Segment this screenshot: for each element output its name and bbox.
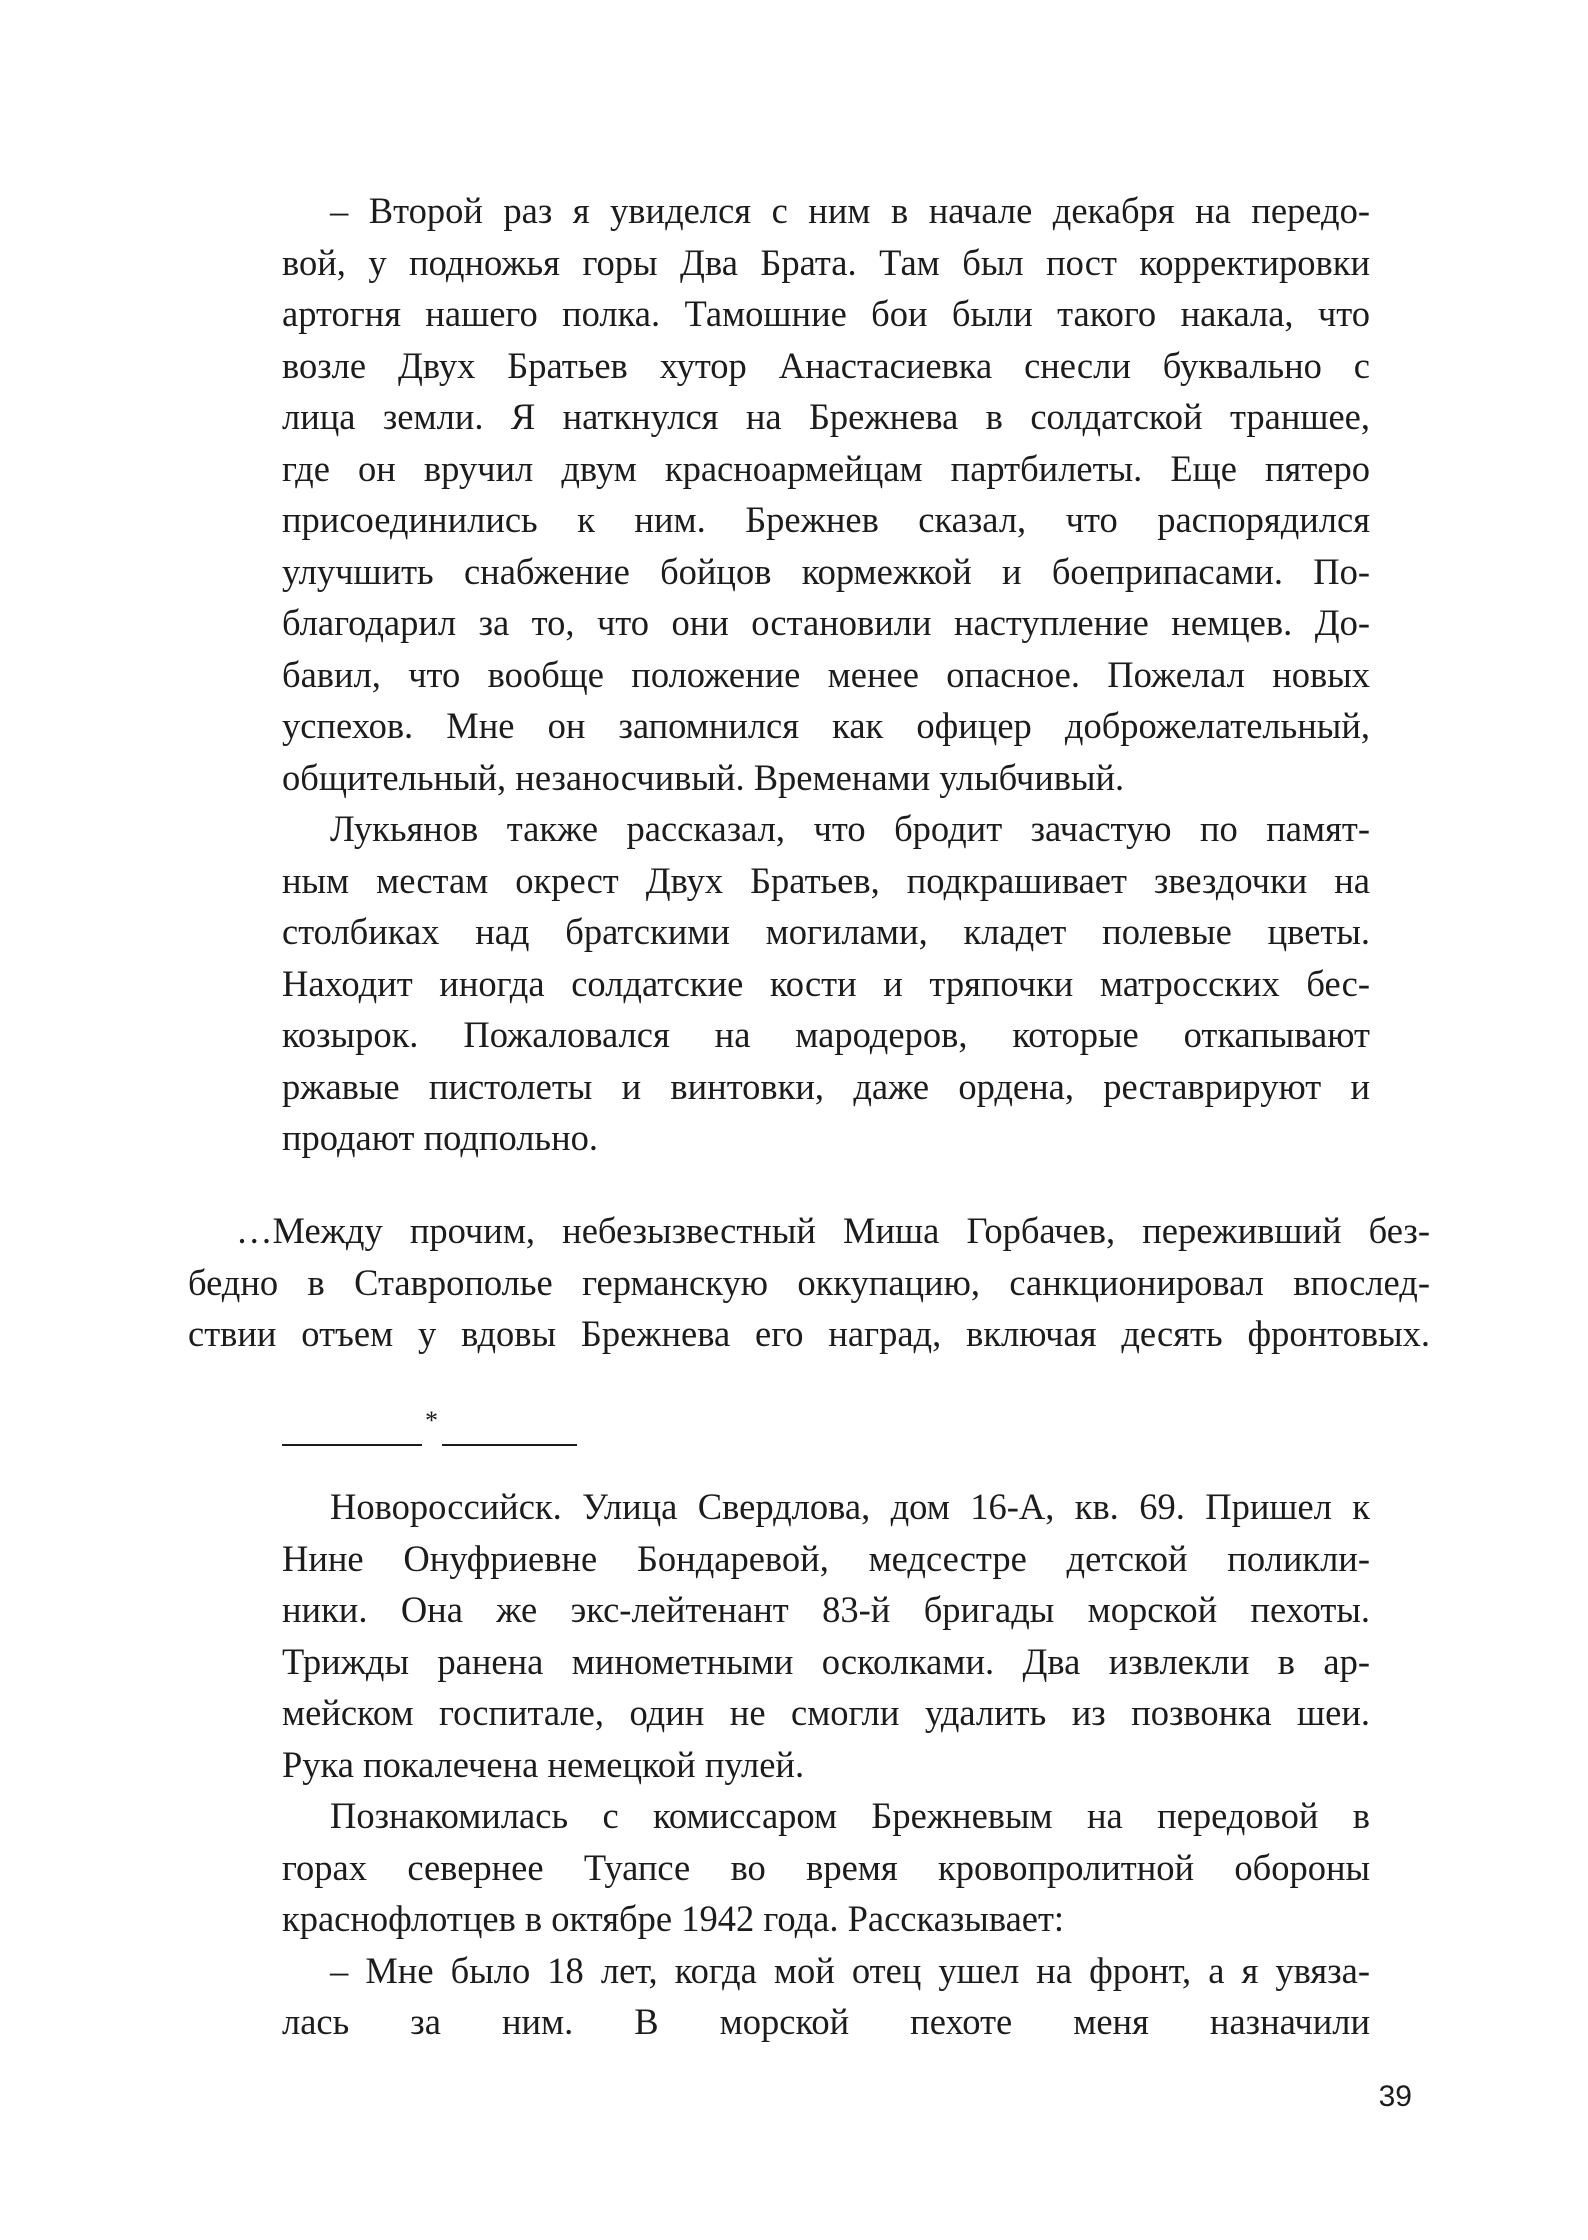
aside-note [188,1205,1430,1360]
text-line: лась за ним. В морской пехоте меня назначили [282,2001,1370,2042]
text-line: краснофлотцев в октябре 1942 года. Рассказывает: [282,1898,1065,1939]
text-line: Рука покалечена немецкой пулей. [282,1743,805,1785]
section-separator [282,1408,602,1448]
text-line: бедно в Ставрополье германскую оккупацию, санкционировал впослед- [188,1261,1430,1303]
text-line: общительный, незаносчивый. Временами улыбчивый. [282,756,1125,798]
text-line: Лукьянов также рассказал, что бродит зачастую по памят- [330,808,1370,849]
paragraph-2 [282,803,1370,1164]
main-text-block [282,185,1370,1164]
text-line: Находит иногда солдатские кости и тряпочки матросских бес- [282,962,1370,1004]
text-line: где он вручил двум красноармейцам партбилеты. Еще пятеро [282,447,1370,489]
text-line: столбиках над братскими могилами, кладет полевые цветы. [282,911,1370,952]
text-line: улучшить снабжение бойцов кормежкой и боеприпасами. По- [282,550,1370,592]
text-line: лица земли. Я наткнулся на Брежнева в солдатской траншее, [282,396,1370,437]
text-line: благодарил за то, что они остановили наступление немцев. До- [282,602,1370,643]
separator-rule-left [282,1444,422,1446]
text-line: Нине Онуфриевне Бондаревой, медсестре детской поликли- [282,1537,1370,1579]
text-line: Новороссийск. Улица Свердлова, дом 16-А, кв. 69. Пришел к [330,1486,1370,1527]
text-line: ным местам окрест Двух Братьев, подкрашивает звездочки на [282,859,1370,901]
text-line: – Мне было 18 лет, когда мой отец ушел на фронт, а я увяза- [330,1949,1370,1991]
second-text-block [282,1481,1370,2048]
text-line: Познакомилась с комиссаром Брежневым на передовой в [330,1795,1370,1836]
text-line: козырок. Пожаловался на мародеров, которые откапывают [282,1014,1370,1055]
paragraph-3 [282,1481,1370,1790]
text-line: – Второй раз я увиделся с ним в начале декабря на передо- [330,190,1370,231]
text-line: возле Двух Братьев хутор Анастасиевка снесли буквально с [282,344,1370,386]
text-line: ржавые пистолеты и винтовки, даже ордена, реставрируют и [282,1065,1370,1107]
separator-asterisk: * [425,1406,438,1435]
paragraph-5 [282,1945,1370,2048]
text-line: продают подпольно. [282,1117,598,1158]
text-line: бавил, что вообще положение менее опасное. Пожелал новых [282,653,1370,695]
page-number: 39 [1378,2080,1412,2113]
text-line: вой, у подножья горы Два Брата. Там был пост корректировки [282,241,1370,283]
text-line: артогня нашего полка. Тамошние бои были такого накала, что [282,293,1370,334]
text-line: ники. Она же экс-лейтенант 83-й бригады морской пехоты. [282,1589,1370,1630]
separator-rule-right [442,1444,577,1446]
paragraph-1 [282,185,1370,803]
text-line: …Между прочим, небезызвестный Миша Горбачев, переживший без- [236,1210,1430,1251]
text-line: Трижды ранена минометными осколками. Два извлекли в ар- [282,1640,1370,1682]
text-line: горах севернее Туапсе во время кровопролитной обороны [282,1846,1370,1888]
text-line: ствии отъем у вдовы Брежнева его наград, включая десять фронтовых. [188,1313,1430,1354]
text-line: мейском госпитале, один не смогли удалить из позвонка шеи. [282,1692,1370,1733]
text-line: присоединились к ним. Брежнев сказал, что распорядился [282,499,1370,540]
text-line: успехов. Мне он запомнился как офицер доброжелательный, [282,705,1370,746]
paragraph-4 [282,1790,1370,1945]
